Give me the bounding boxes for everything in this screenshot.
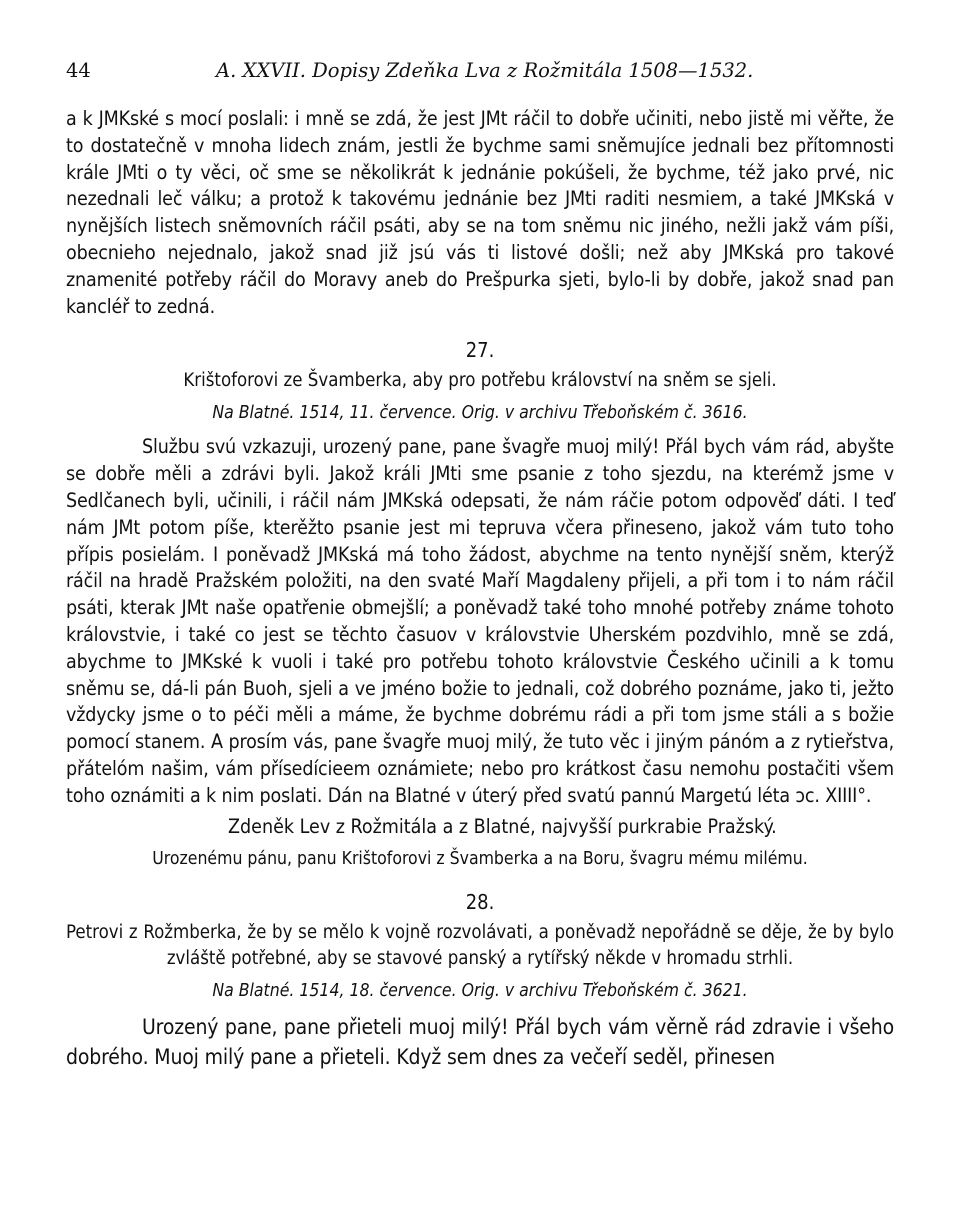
intro-paragraph: a k JMKské s mocí poslali: i mně se zdá, že jest JMt ráčil to dobře učiniti, nebo jistě mi věřte, že to dostatečně v mnoha lidech znám, jestli že bychme sami sněmujíce jednali bez přítomnosti krále JMti o ty věci, oč sme se několikrát k jednánie pokúšeli, že bychme, též jako prvé, nic nezednali leč válku; a protož k takovému jednánie bez JMti raditi nesmiem, a také JMKská v nynějších listech sněmovních ráčil psáti, aby se na tom sněmu nic jiného, nežli jakž vám píši, obecnieho nejednalo, jakož snad již jsú vás ti listové došli; než aby JMKská pro takové znamenité potřeby ráčil do Moravy aneb do Prešpurka sjeti, bylo-li by dobře, jakož snad pan kancléř to zedná. <box>66 107 894 318</box>
letter-number: 28. <box>465 890 495 915</box>
letter-heading: Petrovi z Rožmberka, že by se mělo k vojně rozvolávati, a poněvadž nepořádně se děje, že by bylo zvláště potřebné, aby se stavové panský a rytířský někde v hromadu strhli. <box>66 922 894 970</box>
letter-address: Urozenému pánu, panu Krištoforovi z Švamberka a na Boru, švagru mému milému. <box>152 849 808 870</box>
page-number: 44 <box>66 59 91 82</box>
letter-source: Na Blatné. 1514, 18. července. Orig. v archivu Třeboňském č. 3621. <box>212 981 748 1002</box>
letter-signature: Zdeněk Lev z Rožmitála a z Blatné, najvyšší purkrabie Pražský. <box>228 814 777 838</box>
letter-source: Na Blatné. 1514, 11. července. Orig. v archivu Třeboňském č. 3616. <box>212 403 748 424</box>
page-body <box>66 106 894 1072</box>
letter-heading: Krištoforovi ze Švamberka, aby pro potřebu království na sněm se sjeli. <box>183 370 777 392</box>
letter-body: Službu svú vzkazuji, urozený pane, pane švagře muoj milý! Přál bych vám rád, abyšte se dobře měli a zdrávi byli. Jakož králi JMti sme psanie z toho sjezdu, na kterémž jsme v Sedlčanech byli, učinili, i ráčil nám JMKská odepsati, že nám ráčie potom odpověď dáti. I teď nám JMt potom píše, kterěžto psanie jest mi tepruva včera přineseno, jakož vám tuto toho přípis posielám. I poněvadž JMKská má toho žádost, abychme na tento nynější sněm, kterýž ráčil na hradě Pražském položiti, na den svaté Maří Magdaleny přijeli, a při tom i to nám ráčil psáti, kterak JMt naše opatřenie obmejšlí; a poněvadž také toho mnohé potřeby známe tohoto královstvie, i také co jest se těchto časuov v královstvie Uherském pozdvihlo, mně se zdá, abychme to JMKské k vuoli i také pro potřebu tohoto královstvie Českého učinili a k tomu sněmu se, dá-li pán Buoh, sjeli a ve jméno božie to jednali, což dobrého poznáme, jako ti, ježto vždycky jsme o to péči měli a máme, že bychme dobrému rádi a při tom jsme stáli a s božie pomocí stanem. A prosím vás, pane švagře muoj milý, že tuto věc i jiným pánóm a z rytieřstva, přátelóm našim, vám přísedícieem oznámiete; nebo pro krátkost času nemohu postačiti všem toho oznámiti a k nim poslati. Dán na Blatné v úterý před svatú pannú Margetú léta ɔc. XIIII°. <box>66 435 894 807</box>
page-header <box>66 56 894 86</box>
running-head: A. XXVII. Dopisy Zdeňka Lva z Rožmitála 1508—1532. <box>216 59 754 82</box>
letter-27 <box>66 336 894 872</box>
letter-number: 27. <box>465 338 495 363</box>
letter-28 <box>66 888 894 1072</box>
letter-body: Urozený pane, pane přieteli muoj milý! Přál bych vám věrně rád zdravie i všeho dobrého. Muoj milý pane a přieteli. Když sem dnes za večeří seděl, přinesen <box>66 1015 894 1070</box>
